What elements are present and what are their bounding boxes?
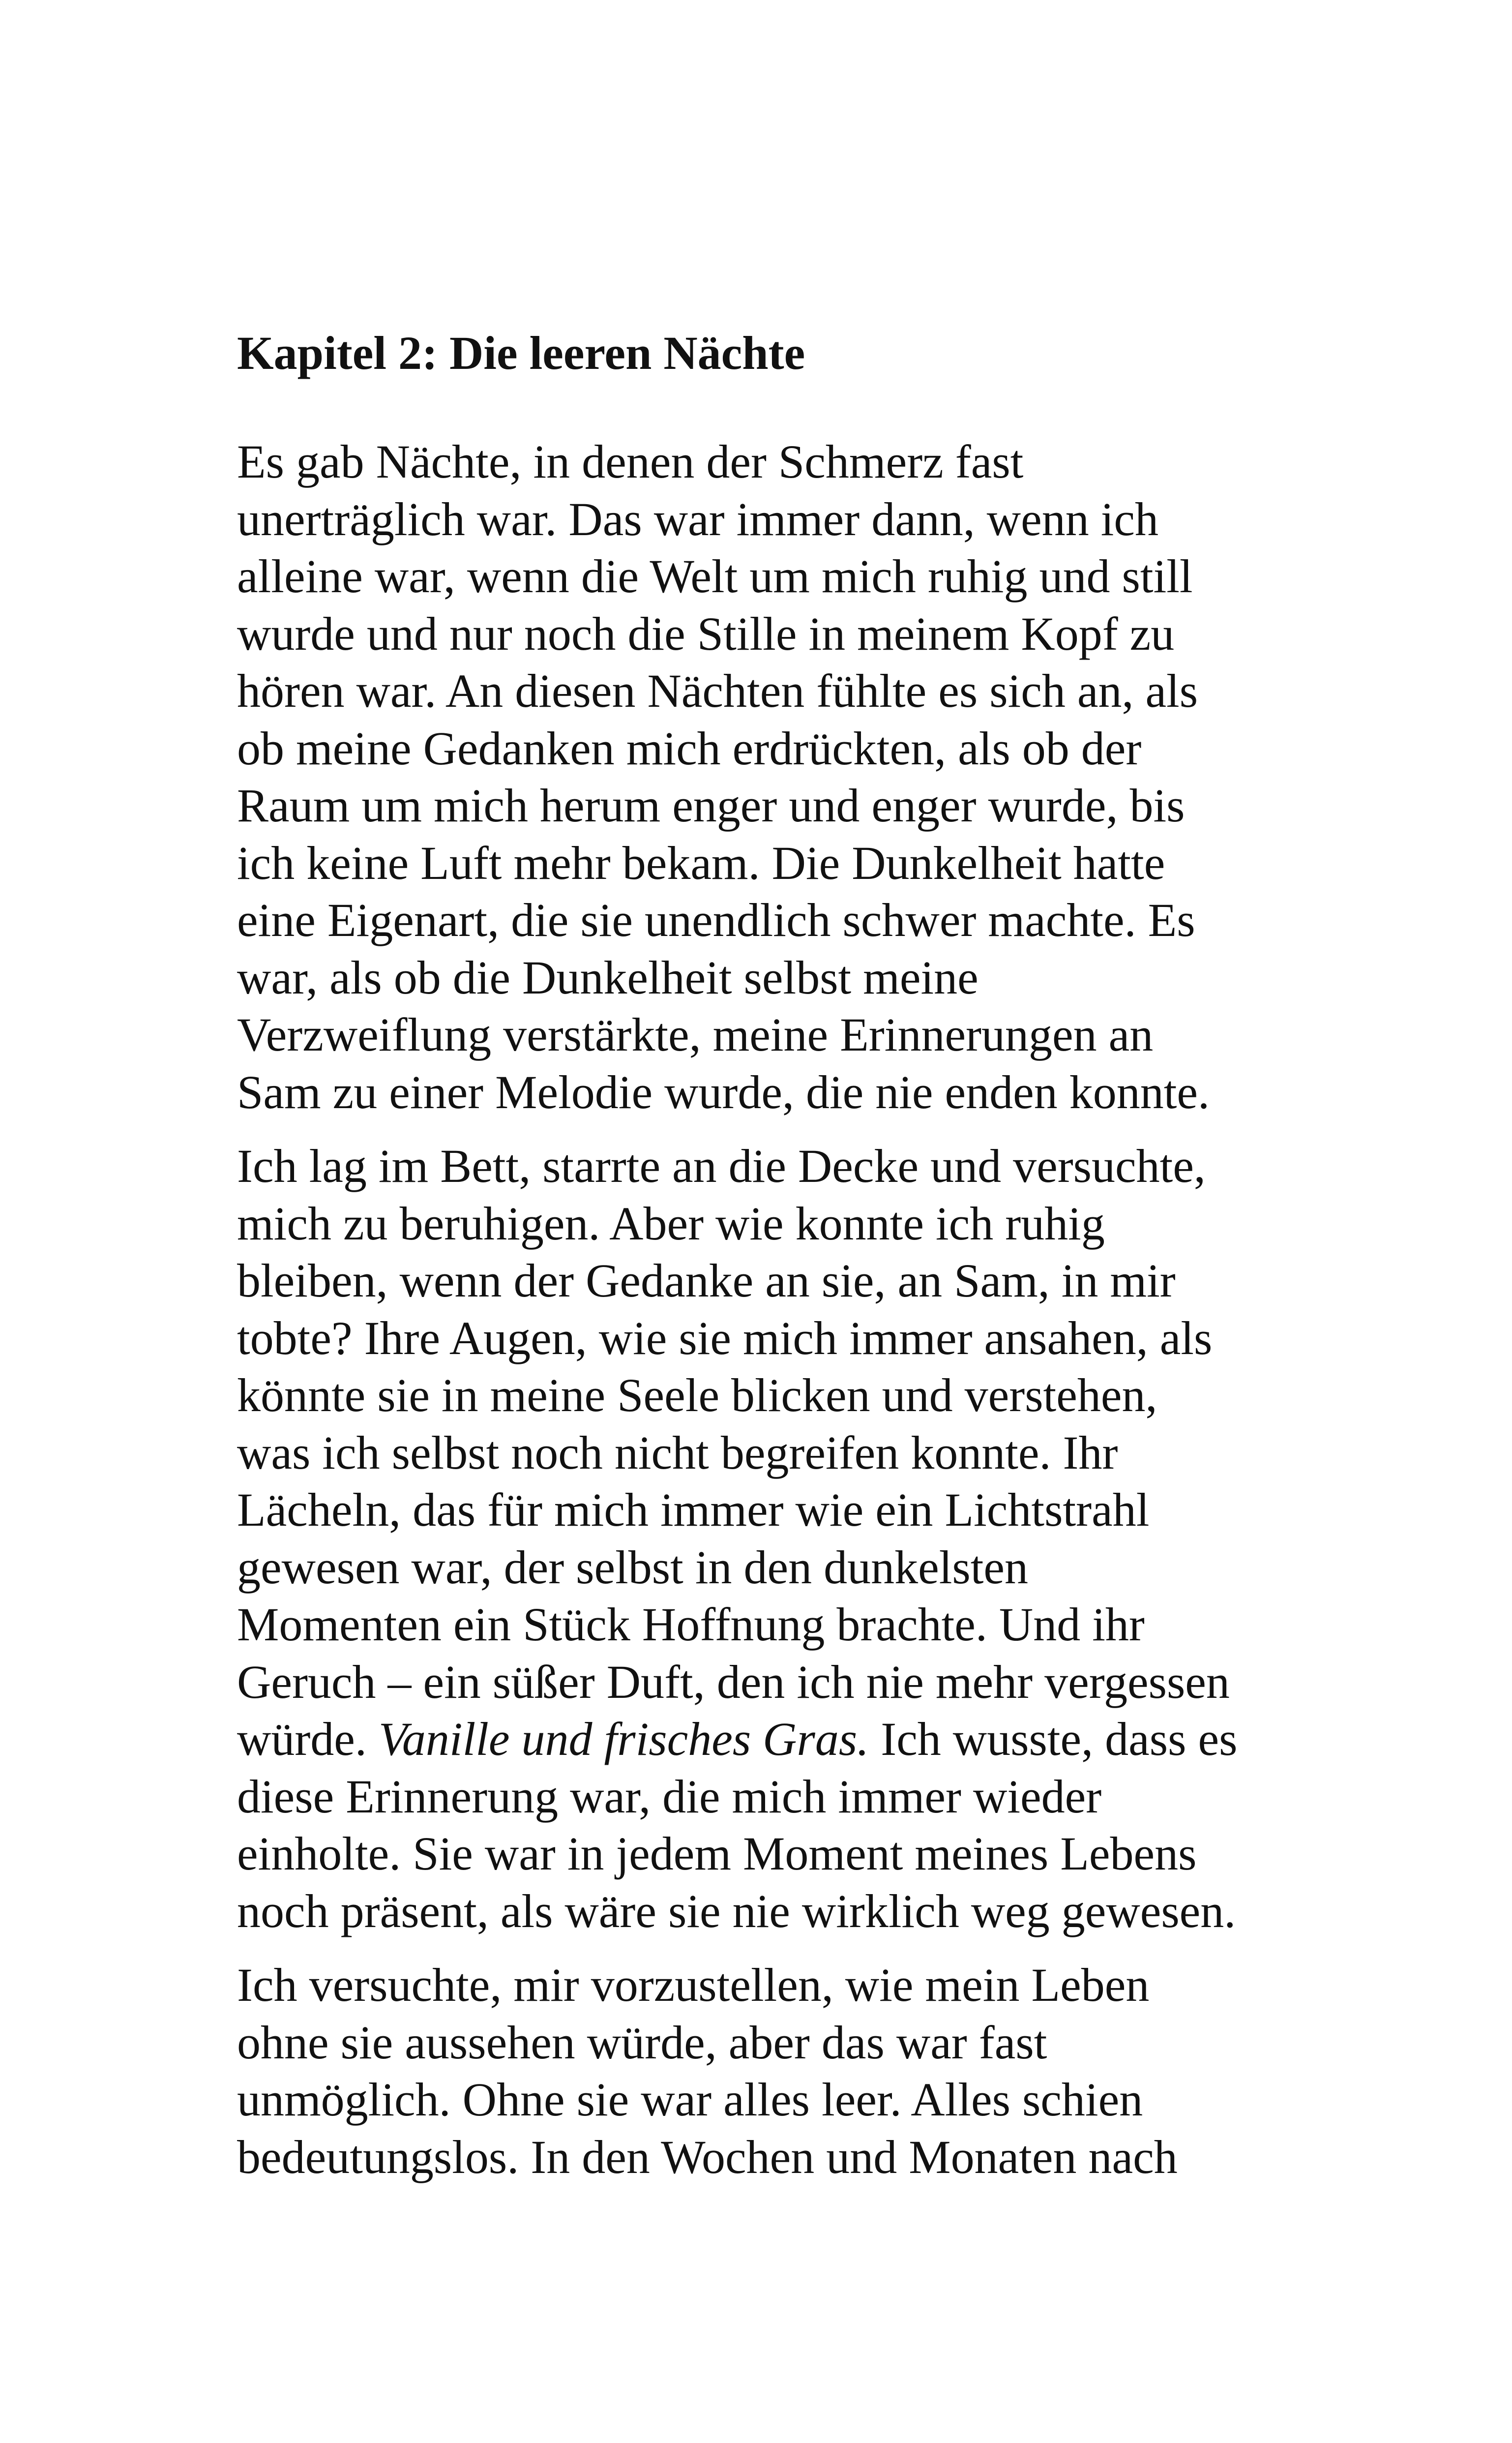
text-line-with-emphasis bbox=[237, 1711, 1348, 1768]
text-line: ohne sie aussehen würde, aber das war fast bbox=[237, 2016, 1047, 2069]
text-line: eine Eigenart, die sie unendlich schwer machte. Es bbox=[237, 894, 1195, 946]
text-line: könnte sie in meine Seele blicken und verstehen, bbox=[237, 1369, 1157, 1421]
text-line: bedeutungslos. In den Wochen und Monaten nach bbox=[237, 2130, 1178, 2183]
paragraph-2 bbox=[237, 1138, 1348, 1940]
page-text bbox=[237, 325, 1348, 2186]
text-line: war, als ob die Dunkelheit selbst meine bbox=[237, 951, 978, 1004]
emphasized-text: Vanille und frisches Gras. bbox=[378, 1713, 869, 1765]
paragraph-3 bbox=[237, 1957, 1348, 2186]
paragraph-spacer bbox=[237, 1940, 1348, 1957]
text-line: was ich selbst noch nicht begreifen konnte. Ihr bbox=[237, 1426, 1118, 1479]
text-line: Raum um mich herum enger und enger wurde, bis bbox=[237, 779, 1185, 832]
text-line: einholte. Sie war in jedem Moment meines Lebens bbox=[237, 1827, 1197, 1880]
text-line: gewesen war, der selbst in den dunkelsten bbox=[237, 1540, 1029, 1594]
text-segment: würde. bbox=[237, 1713, 379, 1765]
text-line: ob meine Gedanken mich erdrückten, als ob der bbox=[237, 722, 1142, 775]
text-line: Geruch – ein süßer Duft, den ich nie mehr vergessen bbox=[237, 1655, 1230, 1708]
text-line: noch präsent, als wäre sie nie wirklich weg gewesen. bbox=[237, 1884, 1236, 1937]
text-line: wurde und nur noch die Stille in meinem Kopf zu bbox=[237, 607, 1175, 660]
paragraph-spacer bbox=[237, 1121, 1348, 1138]
text-line: mich zu beruhigen. Aber wie konnte ich ruhig bbox=[237, 1197, 1105, 1250]
text-line: alleine war, wenn die Welt um mich ruhig und still bbox=[237, 550, 1193, 603]
text-line: Es gab Nächte, in denen der Schmerz fast bbox=[237, 435, 1024, 488]
text-line: Momenten ein Stück Hoffnung brachte. Und ihr bbox=[237, 1598, 1145, 1651]
chapter-title: Kapitel 2: Die leeren Nächte bbox=[237, 327, 805, 379]
text-line: hören war. An diesen Nächten fühlte es sich an, als bbox=[237, 664, 1198, 717]
text-line: bleiben, wenn der Gedanke an sie, an Sam, in mir bbox=[237, 1254, 1176, 1307]
text-line: diese Erinnerung war, die mich immer wieder bbox=[237, 1770, 1102, 1823]
paragraph-1 bbox=[237, 433, 1348, 1121]
text-segment: Ich wusste, dass es bbox=[869, 1713, 1238, 1765]
text-line: unmöglich. Ohne sie war alles leer. Alles schien bbox=[237, 2073, 1143, 2126]
chapter-body bbox=[237, 433, 1348, 2186]
text-line: Ich versuchte, mir vorzustellen, wie mein Leben bbox=[237, 1959, 1150, 2011]
text-line: tobte? Ihre Augen, wie sie mich immer ansahen, als bbox=[237, 1311, 1213, 1364]
text-line: Lächeln, das für mich immer wie ein Lichtstrahl bbox=[237, 1483, 1150, 1536]
text-line: Ich lag im Bett, starrte an die Decke und versuchte, bbox=[237, 1140, 1206, 1192]
text-line: unerträglich war. Das war immer dann, wenn ich bbox=[237, 492, 1159, 545]
text-line: Sam zu einer Melodie wurde, die nie enden konnte. bbox=[237, 1065, 1210, 1118]
text-line: ich keine Luft mehr bekam. Die Dunkelheit hatte bbox=[237, 836, 1165, 889]
text-line: Verzweiflung verstärkte, meine Erinnerungen an bbox=[237, 1008, 1154, 1061]
